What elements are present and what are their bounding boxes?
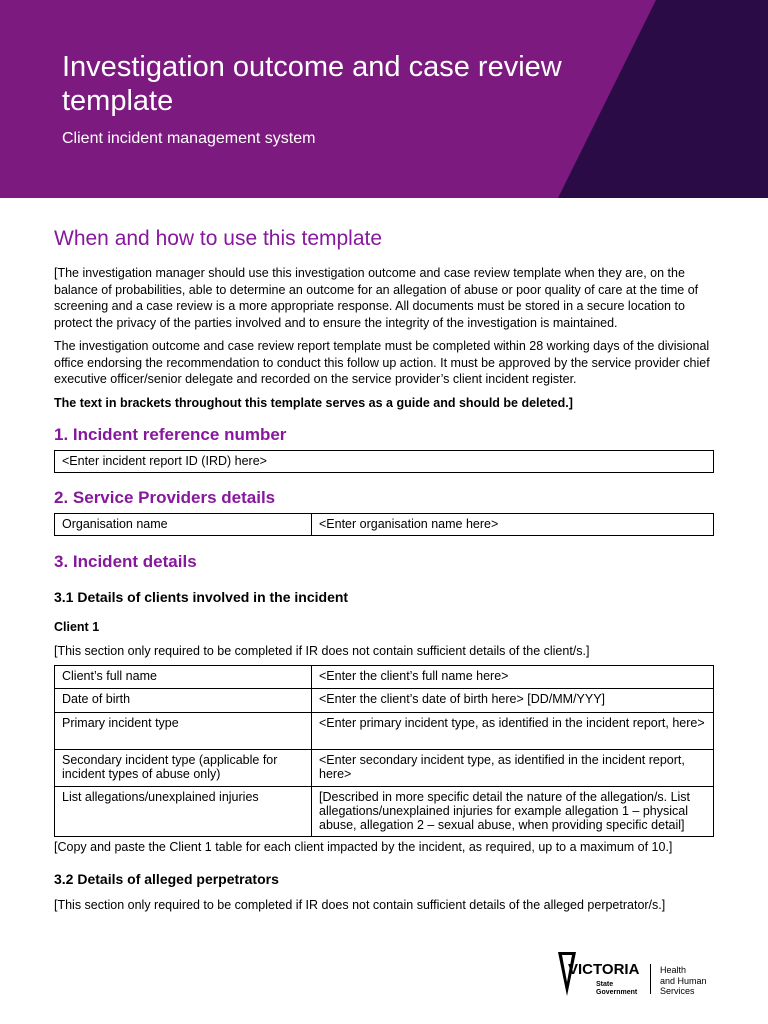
client-details-table	[54, 665, 714, 837]
copy-table-note: [Copy and paste the Client 1 table for each client impacted by the incident, as required, up to a maximum of 10.]	[54, 840, 673, 854]
primary-incident-type-field[interactable]: <Enter primary incident type, as identified in the incident report, here>	[312, 713, 714, 750]
client-name-label: Client’s full name	[55, 666, 312, 689]
organisation-name-label: Organisation name	[55, 514, 312, 536]
client-1-label: Client 1	[54, 620, 100, 634]
document-title: Investigation outcome and case review template	[62, 51, 562, 117]
department-line-3: Services	[660, 986, 695, 996]
table-row	[55, 451, 714, 473]
primary-incident-type-label: Primary incident type	[55, 713, 312, 750]
incident-report-id-field[interactable]: <Enter incident report ID (IRD) here>	[55, 451, 714, 473]
date-of-birth-field[interactable]: <Enter the client’s date of birth here> [DD/MM/YYY]	[312, 689, 714, 713]
table-row	[55, 689, 714, 713]
table-row	[55, 514, 714, 536]
date-of-birth-label: Date of birth	[55, 689, 312, 713]
table-row	[55, 666, 714, 689]
intro-paragraph-2: The investigation outcome and case review report template must be completed within 28 working days of the divisional office endorsing the recommendation to conduct this follow up action. It must be approved by the service provider chief executive officer/senior delegate and recorded on the service provider’s client incident register.	[54, 339, 710, 386]
table-row	[55, 713, 714, 750]
client-name-field[interactable]: <Enter the client’s full name here>	[312, 666, 714, 689]
incident-reference-table	[54, 450, 714, 473]
perpetrator-note: [This section only required to be completed if IR does not contain sufficient details of the alleged perpetrator/s.]	[54, 898, 666, 912]
header-banner	[0, 0, 768, 198]
section-3-1-heading: 3.1 Details of clients involved in the incident	[54, 589, 349, 605]
secondary-incident-type-label: Secondary incident type (applicable for incident types of abuse only)	[55, 750, 312, 787]
intro-heading: When and how to use this template	[54, 227, 383, 250]
logo-divider	[650, 964, 651, 994]
section-3-2-heading: 3.2 Details of alleged perpetrators	[54, 871, 279, 887]
table-row	[55, 750, 714, 787]
allegations-label: List allegations/unexplained injuries	[55, 787, 312, 837]
department-name	[660, 965, 707, 997]
document-subtitle: Client incident management system	[62, 130, 316, 147]
logo-state: State	[596, 981, 614, 988]
department-line-2: and Human	[660, 975, 707, 986]
logo-wordmark: VICTORIA	[568, 961, 640, 978]
allegations-field[interactable]: [Described in more specific detail the nature of the allegation/s. List allegations/unexplained injuries for example allegation 1 – physical abuse, allegation 2 – sexual abuse, when providing specific detail]	[312, 787, 714, 837]
section-3-heading: 3. Incident details	[54, 552, 197, 571]
section-1-heading: 1. Incident reference number	[54, 425, 287, 444]
section-2-heading: 2. Service Providers details	[54, 488, 276, 507]
intro-paragraph-1: [The investigation manager should use this investigation outcome and case review template when they are, on the balance of probabilities, able to determine an outcome for an allegation of abuse or poor quality of care at the time of screening and a case review is a more appropriate response. All documents must be stored in a secure location to protect the privacy of the parties involved and to ensure the integrity of the investigation is maintained.	[54, 266, 699, 330]
organisation-name-field[interactable]: <Enter organisation name here>	[312, 514, 714, 536]
logo-government: Government	[596, 989, 638, 996]
service-provider-table	[54, 513, 714, 536]
secondary-incident-type-field[interactable]: <Enter secondary incident type, as identified in the incident report, here>	[312, 750, 714, 787]
table-row	[55, 787, 714, 837]
client-note: [This section only required to be completed if IR does not contain sufficient details of the client/s.]	[54, 644, 590, 658]
intro-paragraph-3: The text in brackets throughout this template serves as a guide and should be deleted.]	[54, 396, 573, 410]
department-line-1: Health	[660, 965, 687, 975]
